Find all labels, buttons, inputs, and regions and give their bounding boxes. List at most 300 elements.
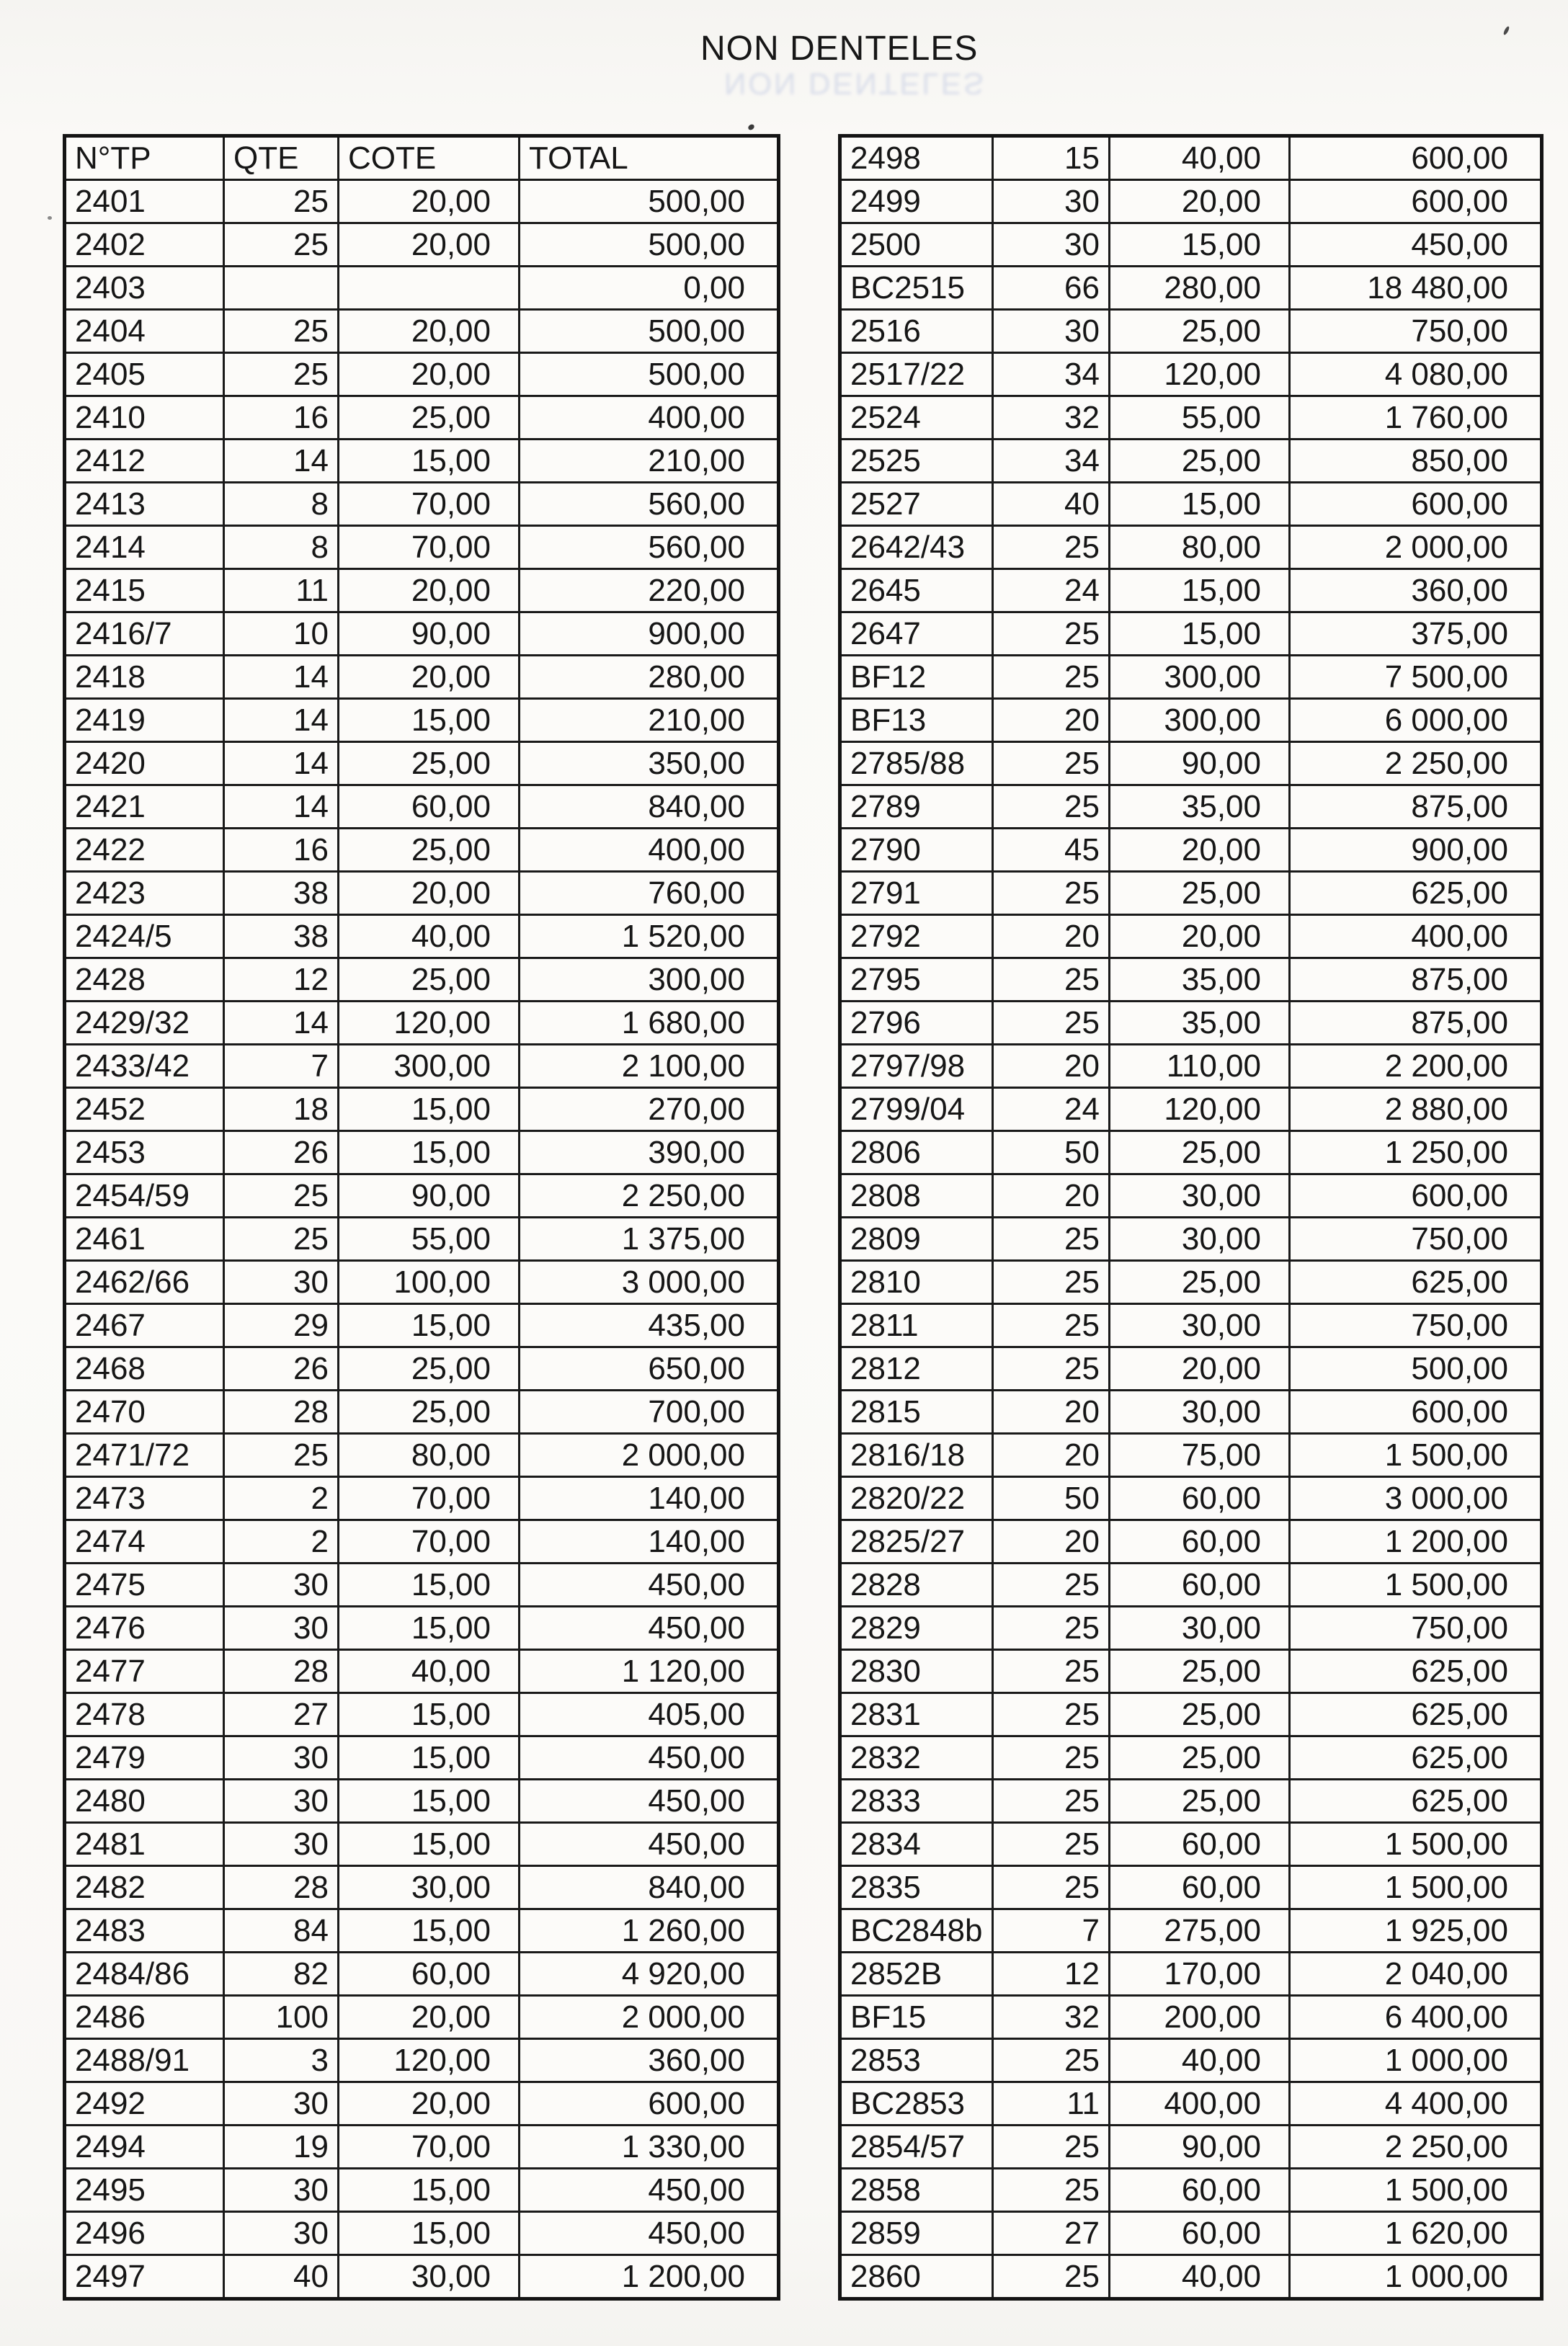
table-cell: 25 [993, 656, 1110, 699]
table-cell: 1 500,00 [1290, 1434, 1542, 1477]
table-cell: 20 [993, 1174, 1110, 1218]
table-cell: 40 [993, 483, 1110, 526]
table-cell: 2809 [840, 1218, 993, 1261]
table-cell: 30 [224, 2212, 339, 2255]
table-cell: 625,00 [1290, 872, 1542, 915]
table-row [840, 1780, 1542, 1823]
table-cell: 2647 [840, 612, 993, 656]
table-row [840, 483, 1542, 526]
table-cell: 1 375,00 [520, 1218, 779, 1261]
table-row [840, 1347, 1542, 1391]
table-cell: 38 [224, 872, 339, 915]
table-cell: 2453 [65, 1131, 224, 1174]
table-cell: 2468 [65, 1347, 224, 1391]
table-cell: 625,00 [1290, 1736, 1542, 1780]
table-cell: 2494 [65, 2126, 224, 2169]
table-row [840, 2212, 1542, 2255]
table-row [65, 1564, 779, 1607]
table-cell: 2452 [65, 1088, 224, 1131]
table-cell: 40,00 [339, 1650, 520, 1693]
table-cell: 2488/91 [65, 2039, 224, 2082]
table-cell: 15,00 [1110, 569, 1290, 612]
table-cell: 500,00 [520, 223, 779, 267]
table-cell: 2419 [65, 699, 224, 742]
table-cell: 2479 [65, 1736, 224, 1780]
table-row [65, 1347, 779, 1391]
table-cell: 60,00 [1110, 1564, 1290, 1607]
table-cell: 25,00 [1110, 1261, 1290, 1304]
table-cell: 2815 [840, 1391, 993, 1434]
table-cell: 30 [224, 1564, 339, 1607]
table-cell: 25 [993, 1002, 1110, 1045]
table-cell: 0,00 [520, 267, 779, 310]
table-cell: 25,00 [1110, 872, 1290, 915]
table-cell: 2854/57 [840, 2126, 993, 2169]
table-cell: 30 [993, 223, 1110, 267]
table-cell: 25 [224, 310, 339, 353]
table-cell: 14 [224, 742, 339, 785]
table-cell: 850,00 [1290, 440, 1542, 483]
table-cell: 25 [993, 785, 1110, 829]
table-cell: 2808 [840, 1174, 993, 1218]
table-cell: 2499 [840, 180, 993, 223]
table-cell: 32 [993, 396, 1110, 440]
table-cell: 60,00 [1110, 1477, 1290, 1520]
table-cell: 450,00 [520, 1823, 779, 1866]
table-cell: 360,00 [520, 2039, 779, 2082]
table-cell: 30,00 [1110, 1218, 1290, 1261]
table-row [65, 1477, 779, 1520]
table-cell: 1 925,00 [1290, 1909, 1542, 1953]
table-cell: 25 [993, 2039, 1110, 2082]
table-cell: 30 [224, 1780, 339, 1823]
table-row [840, 440, 1542, 483]
table-cell: 210,00 [520, 440, 779, 483]
table-cell: 30,00 [339, 1866, 520, 1909]
table-cell: 15,00 [1110, 612, 1290, 656]
table-cell: 25 [993, 526, 1110, 569]
table-cell: 1 200,00 [520, 2255, 779, 2299]
table-cell: 15,00 [339, 1564, 520, 1607]
table-cell: 25 [993, 1780, 1110, 1823]
table-row [65, 1736, 779, 1780]
table-cell: 2429/32 [65, 1002, 224, 1045]
table-cell: 2 000,00 [520, 1434, 779, 1477]
table-cell: 15,00 [339, 440, 520, 483]
table-cell: 2484/86 [65, 1953, 224, 1996]
table-cell: 2 250,00 [1290, 742, 1542, 785]
table-cell: 70,00 [339, 1477, 520, 1520]
table-cell: 405,00 [520, 1693, 779, 1736]
table-cell: 1 200,00 [1290, 1520, 1542, 1564]
table-cell: 1 500,00 [1290, 1564, 1542, 1607]
table-cell: 450,00 [1290, 223, 1542, 267]
table-cell: 3 000,00 [1290, 1477, 1542, 1520]
table-cell: 300,00 [1110, 656, 1290, 699]
table-row [65, 1131, 779, 1174]
table-cell: 2797/98 [840, 1045, 993, 1088]
table-row [840, 526, 1542, 569]
table-cell: 2481 [65, 1823, 224, 1866]
table-cell: 70,00 [339, 526, 520, 569]
page-title: NON DENTELES [700, 30, 979, 68]
table-row [840, 310, 1542, 353]
table-row [65, 1953, 779, 1996]
table-row [65, 310, 779, 353]
table-cell: 2 200,00 [1290, 1045, 1542, 1088]
table-cell: 2832 [840, 1736, 993, 1780]
table-cell: 25 [993, 1823, 1110, 1866]
table-cell: 25,00 [339, 958, 520, 1002]
table-cell: 625,00 [1290, 1261, 1542, 1304]
table-cell: 1 260,00 [520, 1909, 779, 1953]
table-row [65, 2212, 779, 2255]
table-cell: 2525 [840, 440, 993, 483]
table-cell: 25,00 [1110, 1650, 1290, 1693]
table-cell: 2404 [65, 310, 224, 353]
table-cell: 7 [993, 1909, 1110, 1953]
table-cell: 600,00 [1290, 136, 1542, 180]
table-cell: 25 [993, 1693, 1110, 1736]
table-cell: 60,00 [1110, 1520, 1290, 1564]
right-table [838, 134, 1544, 2301]
table-cell: 20 [993, 915, 1110, 958]
table-cell: 2792 [840, 915, 993, 958]
table-cell: 2516 [840, 310, 993, 353]
table-cell: 100,00 [339, 1261, 520, 1304]
table-cell: 1 000,00 [1290, 2255, 1542, 2299]
table-cell: BC2853 [840, 2082, 993, 2126]
table-cell: 15,00 [339, 1736, 520, 1780]
table-cell: 2401 [65, 180, 224, 223]
table-cell: 840,00 [520, 1866, 779, 1909]
table-cell: 40 [224, 2255, 339, 2299]
table-cell: 14 [224, 785, 339, 829]
table-row [840, 1909, 1542, 1953]
table-cell: 2860 [840, 2255, 993, 2299]
table-cell: 2830 [840, 1650, 993, 1693]
table-cell: 18 [224, 1088, 339, 1131]
table-row [65, 785, 779, 829]
table-row [840, 1996, 1542, 2039]
table-cell: 280,00 [1110, 267, 1290, 310]
table-cell: 25 [993, 1866, 1110, 1909]
table-cell: 2422 [65, 829, 224, 872]
table-row [840, 180, 1542, 223]
table-row [65, 742, 779, 785]
table-cell: 75,00 [1110, 1434, 1290, 1477]
table-cell: 28 [224, 1866, 339, 1909]
table-cell: 2476 [65, 1607, 224, 1650]
table-cell: 200,00 [1110, 1996, 1290, 2039]
table-row [840, 1953, 1542, 1996]
table-cell: 14 [224, 656, 339, 699]
table-row [65, 1823, 779, 1866]
table-cell: 1 500,00 [1290, 1823, 1542, 1866]
table-cell: 120,00 [339, 2039, 520, 2082]
table-cell: 30 [224, 1607, 339, 1650]
table-cell: 20,00 [339, 180, 520, 223]
table-cell: BC2848b [840, 1909, 993, 1953]
table-row [65, 1650, 779, 1693]
table-cell: 25 [993, 1218, 1110, 1261]
table-cell: 450,00 [520, 1564, 779, 1607]
table-cell: 90,00 [339, 612, 520, 656]
table-cell: 20 [993, 699, 1110, 742]
table-cell: 25,00 [339, 396, 520, 440]
table-row [840, 1218, 1542, 1261]
table-cell: 2517/22 [840, 353, 993, 396]
table-row [840, 223, 1542, 267]
table-cell: 15,00 [339, 1823, 520, 1866]
table-row [840, 1088, 1542, 1131]
right-table-body [840, 136, 1542, 2299]
table-cell: 15,00 [1110, 223, 1290, 267]
table-cell: 140,00 [520, 1520, 779, 1564]
table-cell: 2810 [840, 1261, 993, 1304]
col-header-ntp: N°TP [65, 136, 224, 180]
table-cell: 40,00 [1110, 2039, 1290, 2082]
table-cell: 170,00 [1110, 1953, 1290, 1996]
table-cell: 2418 [65, 656, 224, 699]
table-cell: 30,00 [339, 2255, 520, 2299]
table-row [840, 872, 1542, 915]
table-cell: 15,00 [339, 2212, 520, 2255]
table-row [840, 699, 1542, 742]
table-cell: 82 [224, 1953, 339, 1996]
table-row [840, 1131, 1542, 1174]
table-row [65, 180, 779, 223]
table-cell: 14 [224, 1002, 339, 1045]
table-cell: 2834 [840, 1823, 993, 1866]
table-row [65, 2255, 779, 2299]
table-cell: 400,00 [1290, 915, 1542, 958]
table-cell: 15,00 [339, 1909, 520, 1953]
table-row [65, 1520, 779, 1564]
table-row [65, 1218, 779, 1261]
table-cell: 4 400,00 [1290, 2082, 1542, 2126]
table-row [65, 440, 779, 483]
table-row [840, 2039, 1542, 2082]
table-cell: 2833 [840, 1780, 993, 1823]
table-cell: 2421 [65, 785, 224, 829]
table-cell: 2454/59 [65, 1174, 224, 1218]
table-row [65, 656, 779, 699]
table-row [840, 612, 1542, 656]
table-cell: 40,00 [1110, 136, 1290, 180]
table-cell [339, 267, 520, 310]
table-cell: 16 [224, 829, 339, 872]
scan-speck [1502, 26, 1510, 36]
table-cell: 16 [224, 396, 339, 440]
table-row [840, 742, 1542, 785]
table-cell: 2461 [65, 1218, 224, 1261]
table-row [65, 526, 779, 569]
table-cell: 80,00 [1110, 526, 1290, 569]
table-cell: 15,00 [339, 2169, 520, 2212]
col-header-cote: COTE [339, 136, 520, 180]
table-cell: 2791 [840, 872, 993, 915]
table-cell: 750,00 [1290, 310, 1542, 353]
table-cell: 2414 [65, 526, 224, 569]
table-cell: 2412 [65, 440, 224, 483]
table-cell: 25 [993, 2126, 1110, 2169]
left-table [63, 134, 780, 2301]
scan-speck [747, 123, 755, 131]
table-cell: 2 250,00 [520, 1174, 779, 1218]
table-cell: 2477 [65, 1650, 224, 1693]
table-row [840, 1607, 1542, 1650]
table-cell: 24 [993, 1088, 1110, 1131]
table-cell: 2811 [840, 1304, 993, 1347]
table-cell: 2785/88 [840, 742, 993, 785]
table-cell: 2806 [840, 1131, 993, 1174]
table-row [65, 612, 779, 656]
table-row [65, 1909, 779, 1953]
table-cell: 2423 [65, 872, 224, 915]
table-row [840, 1045, 1542, 1088]
table-cell: 34 [993, 440, 1110, 483]
table-cell: 600,00 [1290, 1391, 1542, 1434]
table-cell: 8 [224, 526, 339, 569]
table-cell: 30,00 [1110, 1391, 1290, 1434]
table-cell: 2402 [65, 223, 224, 267]
left-table-header-row [65, 136, 779, 180]
table-cell: 26 [224, 1131, 339, 1174]
table-cell: 2835 [840, 1866, 993, 1909]
table-row [65, 2082, 779, 2126]
table-cell: 30 [224, 1736, 339, 1780]
table-cell: 25,00 [1110, 1131, 1290, 1174]
table-cell: 60,00 [339, 1953, 520, 1996]
table-cell: 2 880,00 [1290, 1088, 1542, 1131]
table-cell: 600,00 [1290, 483, 1542, 526]
table-row [840, 1736, 1542, 1780]
table-cell [224, 267, 339, 310]
table-cell: 20,00 [339, 2082, 520, 2126]
table-row [840, 829, 1542, 872]
table-cell: 2 100,00 [520, 1045, 779, 1088]
table-cell: 1 330,00 [520, 2126, 779, 2169]
table-row [65, 483, 779, 526]
table-cell: 6 000,00 [1290, 699, 1542, 742]
table-cell: 40,00 [1110, 2255, 1290, 2299]
table-cell: 2820/22 [840, 1477, 993, 1520]
table-cell: 19 [224, 2126, 339, 2169]
table-cell: 15,00 [339, 699, 520, 742]
table-cell: 25 [993, 612, 1110, 656]
table-cell: 38 [224, 915, 339, 958]
table-cell: 80,00 [339, 1434, 520, 1477]
table-cell: 25 [993, 2255, 1110, 2299]
table-cell: 18 480,00 [1290, 267, 1542, 310]
table-row [65, 1607, 779, 1650]
table-cell: 28 [224, 1391, 339, 1434]
table-cell: 2829 [840, 1607, 993, 1650]
table-cell: 25,00 [339, 1347, 520, 1391]
table-row [840, 569, 1542, 612]
table-cell: 2462/66 [65, 1261, 224, 1304]
table-row [840, 915, 1542, 958]
table-cell: 2789 [840, 785, 993, 829]
table-cell: 500,00 [520, 310, 779, 353]
table-cell: 2474 [65, 1520, 224, 1564]
table-row [65, 1304, 779, 1347]
table-cell: 875,00 [1290, 958, 1542, 1002]
table-cell: 2825/27 [840, 1520, 993, 1564]
table-cell: 120,00 [1110, 353, 1290, 396]
table-cell: 20,00 [339, 223, 520, 267]
table-cell: 70,00 [339, 2126, 520, 2169]
table-cell: 11 [224, 569, 339, 612]
table-cell: 30 [224, 1823, 339, 1866]
table-cell: 2483 [65, 1909, 224, 1953]
table-cell: 2858 [840, 2169, 993, 2212]
table-cell: 120,00 [1110, 1088, 1290, 1131]
table-cell: 25 [993, 2169, 1110, 2212]
table-cell: 25 [224, 223, 339, 267]
table-row [65, 569, 779, 612]
table-cell: 55,00 [1110, 396, 1290, 440]
table-cell: 10 [224, 612, 339, 656]
table-cell: 20,00 [339, 872, 520, 915]
table-cell: 66 [993, 267, 1110, 310]
table-cell: 1 760,00 [1290, 396, 1542, 440]
table-cell: 1 680,00 [520, 1002, 779, 1045]
table-cell: 2790 [840, 829, 993, 872]
table-cell: 20,00 [1110, 1347, 1290, 1391]
table-cell: 2 000,00 [520, 1996, 779, 2039]
table-cell: 1 120,00 [520, 1650, 779, 1693]
table-cell: 2 250,00 [1290, 2126, 1542, 2169]
table-row [65, 1434, 779, 1477]
table-row [840, 267, 1542, 310]
table-cell: 435,00 [520, 1304, 779, 1347]
table-cell: 450,00 [520, 1736, 779, 1780]
table-cell: 2433/42 [65, 1045, 224, 1088]
table-cell: 2795 [840, 958, 993, 1002]
table-row [840, 2169, 1542, 2212]
table-cell: 500,00 [520, 180, 779, 223]
table-cell: 25,00 [1110, 1693, 1290, 1736]
table-cell: 400,00 [520, 396, 779, 440]
table-cell: 35,00 [1110, 1002, 1290, 1045]
table-cell: 140,00 [520, 1477, 779, 1520]
table-cell: 25,00 [1110, 1780, 1290, 1823]
left-table-body [65, 180, 779, 2299]
table-cell: 25,00 [339, 829, 520, 872]
table-cell: 25 [993, 742, 1110, 785]
table-cell: 20 [993, 1045, 1110, 1088]
table-cell: 450,00 [520, 1780, 779, 1823]
bleed-through-ghost-text: NON DENTELES [724, 67, 986, 101]
table-cell: 750,00 [1290, 1607, 1542, 1650]
table-cell: 12 [224, 958, 339, 1002]
table-cell: 25,00 [1110, 1736, 1290, 1780]
table-cell: 450,00 [520, 2212, 779, 2255]
table-cell: 560,00 [520, 483, 779, 526]
table-cell: 30 [993, 180, 1110, 223]
table-cell: BF12 [840, 656, 993, 699]
table-cell: 25 [993, 1304, 1110, 1347]
table-cell: 2420 [65, 742, 224, 785]
table-cell: 28 [224, 1650, 339, 1693]
table-cell: 25,00 [1110, 310, 1290, 353]
table-cell: 84 [224, 1909, 339, 1953]
table-cell: 25 [224, 180, 339, 223]
table-cell: 3 [224, 2039, 339, 2082]
table-cell: 55,00 [339, 1218, 520, 1261]
